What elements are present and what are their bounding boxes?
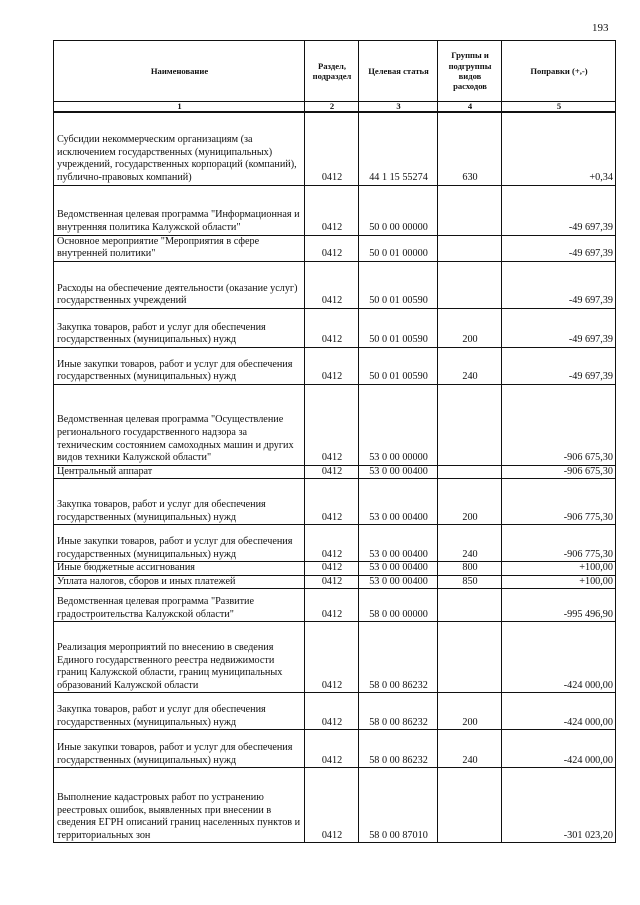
table-row [54, 347, 616, 384]
row-name: Иные бюджетные ассигнования [54, 562, 305, 576]
row-amount: +100,00 [502, 562, 616, 576]
row-name: Иные закупки товаров, работ и услуг для обеспечения государственных (муниципальных) нужд [54, 525, 305, 562]
row-amount: -906 675,30 [502, 465, 616, 479]
row-section: 0412 [305, 479, 359, 525]
row-section: 0412 [305, 235, 359, 261]
row-amount: -424 000,00 [502, 730, 616, 768]
row-group: 850 [438, 575, 502, 589]
row-group: 200 [438, 479, 502, 525]
row-name: Основное мероприятие "Мероприятия в сфере внутренней политики" [54, 235, 305, 261]
row-article: 50 0 00 00000 [359, 185, 438, 235]
table-row [54, 622, 616, 693]
row-article: 53 0 00 00400 [359, 575, 438, 589]
row-section: 0412 [305, 185, 359, 235]
column-header-article: Целевая статья [359, 41, 438, 102]
table-row [54, 465, 616, 479]
row-name: Расходы на обеспечение деятельности (оказание услуг) государственных учреждений [54, 261, 305, 308]
row-group: 240 [438, 525, 502, 562]
row-section: 0412 [305, 622, 359, 693]
row-group [438, 465, 502, 479]
row-amount: -49 697,39 [502, 261, 616, 308]
column-number: 4 [438, 102, 502, 113]
table-row [54, 589, 616, 622]
row-name: Закупка товаров, работ и услуг для обеспечения государственных (муниципальных) нужд [54, 693, 305, 730]
column-header-section: Раздел, подраздел [305, 41, 359, 102]
row-name: Иные закупки товаров, работ и услуг для обеспечения государственных (муниципальных) нужд [54, 347, 305, 384]
row-name: Ведомственная целевая программа "Развитие градостроительства Калужской области" [54, 589, 305, 622]
row-section: 0412 [305, 730, 359, 768]
column-number: 2 [305, 102, 359, 113]
row-name: Уплата налогов, сборов и иных платежей [54, 575, 305, 589]
row-group [438, 768, 502, 843]
row-group [438, 589, 502, 622]
table-row [54, 112, 616, 185]
column-header-group: Группы и подгруппы видов расходов [438, 41, 502, 102]
row-group [438, 622, 502, 693]
row-name: Выполнение кадастровых работ по устранению реестровых ошибок, выявленных при внесении в сведения ЕГРН описаний границ населенных пунктов и территориальных зон [54, 768, 305, 843]
table-row [54, 693, 616, 730]
row-section: 0412 [305, 562, 359, 576]
row-article: 53 0 00 00400 [359, 479, 438, 525]
row-name: Ведомственная целевая программа "Осуществление регионального государственного надзора за техническим состоянием самоходных машин и других видов техники Калужской области" [54, 384, 305, 465]
table-body [54, 112, 616, 843]
row-section: 0412 [305, 768, 359, 843]
row-article: 50 0 01 00000 [359, 235, 438, 261]
row-article: 58 0 00 86232 [359, 693, 438, 730]
row-amount: -995 496,90 [502, 589, 616, 622]
row-section: 0412 [305, 589, 359, 622]
row-section: 0412 [305, 525, 359, 562]
table-row [54, 730, 616, 768]
row-amount: -424 000,00 [502, 622, 616, 693]
row-amount: -424 000,00 [502, 693, 616, 730]
row-article: 58 0 00 00000 [359, 589, 438, 622]
row-group: 800 [438, 562, 502, 576]
row-name: Центральный аппарат [54, 465, 305, 479]
row-name: Закупка товаров, работ и услуг для обеспечения государственных (муниципальных) нужд [54, 308, 305, 347]
page-number: 193 [592, 22, 609, 34]
row-name: Иные закупки товаров, работ и услуг для обеспечения государственных (муниципальных) нужд [54, 730, 305, 768]
row-amount: -301 023,20 [502, 768, 616, 843]
row-group [438, 261, 502, 308]
row-section: 0412 [305, 693, 359, 730]
table-row [54, 185, 616, 235]
row-amount: +0,34 [502, 112, 616, 185]
row-article: 58 0 00 86232 [359, 730, 438, 768]
row-amount: +100,00 [502, 575, 616, 589]
row-article: 53 0 00 00400 [359, 525, 438, 562]
row-group [438, 235, 502, 261]
table-row [54, 479, 616, 525]
table-row [54, 261, 616, 308]
row-amount: -49 697,39 [502, 185, 616, 235]
row-section: 0412 [305, 465, 359, 479]
row-section: 0412 [305, 347, 359, 384]
column-number-row [54, 102, 616, 113]
table-row [54, 562, 616, 576]
row-group: 240 [438, 347, 502, 384]
row-section: 0412 [305, 575, 359, 589]
row-article: 53 0 00 00400 [359, 465, 438, 479]
row-article: 50 0 01 00590 [359, 308, 438, 347]
row-group [438, 384, 502, 465]
table-row [54, 308, 616, 347]
row-amount: -906 775,30 [502, 479, 616, 525]
row-group: 200 [438, 693, 502, 730]
budget-table [53, 40, 616, 843]
row-name: Закупка товаров, работ и услуг для обеспечения государственных (муниципальных) нужд [54, 479, 305, 525]
row-section: 0412 [305, 261, 359, 308]
row-name: Реализация мероприятий по внесению в сведения Единого государственного реестра недвижимости границ Калужской области, границ муниципальных образований Калужской области [54, 622, 305, 693]
column-header-amount: Поправки (+,-) [502, 41, 616, 102]
row-article: 58 0 00 86232 [359, 622, 438, 693]
row-name: Ведомственная целевая программа "Информационная и внутренняя политика Калужской области" [54, 185, 305, 235]
row-article: 50 0 01 00590 [359, 261, 438, 308]
row-section: 0412 [305, 384, 359, 465]
row-article: 50 0 01 00590 [359, 347, 438, 384]
row-article: 58 0 00 87010 [359, 768, 438, 843]
table-row [54, 384, 616, 465]
row-amount: -49 697,39 [502, 308, 616, 347]
header-row [54, 41, 616, 102]
row-group: 240 [438, 730, 502, 768]
row-amount: -906 675,30 [502, 384, 616, 465]
table-row [54, 525, 616, 562]
column-number: 1 [54, 102, 305, 113]
column-header-name: Наименование [54, 41, 305, 102]
row-article: 44 1 15 55274 [359, 112, 438, 185]
row-name: Субсидии некоммерческим организациям (за исключением государственных (муниципальных) учреждений, государственных корпораций (компаний), публично-правовых компаний) [54, 112, 305, 185]
table-row [54, 768, 616, 843]
table-row [54, 575, 616, 589]
row-section: 0412 [305, 112, 359, 185]
column-number: 3 [359, 102, 438, 113]
row-article: 53 0 00 00400 [359, 562, 438, 576]
table-row [54, 235, 616, 261]
column-number: 5 [502, 102, 616, 113]
row-group: 200 [438, 308, 502, 347]
row-group [438, 185, 502, 235]
row-amount: -49 697,39 [502, 347, 616, 384]
row-section: 0412 [305, 308, 359, 347]
row-article: 53 0 00 00000 [359, 384, 438, 465]
row-group: 630 [438, 112, 502, 185]
row-amount: -49 697,39 [502, 235, 616, 261]
row-amount: -906 775,30 [502, 525, 616, 562]
